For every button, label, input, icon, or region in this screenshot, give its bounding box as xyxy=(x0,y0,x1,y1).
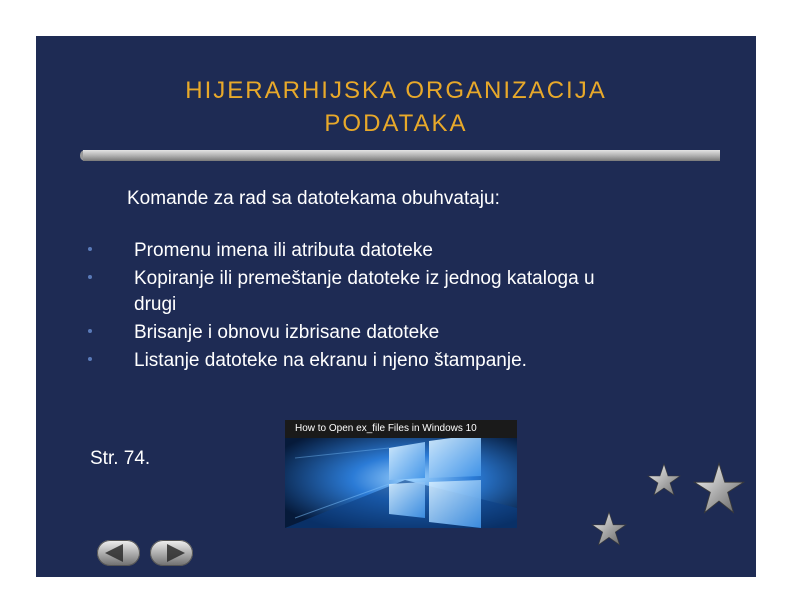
bullet-list xyxy=(88,238,708,376)
slide xyxy=(36,36,756,577)
star-icon xyxy=(590,510,628,548)
list-item-text: Brisanje i obnovu izbrisane datoteke xyxy=(134,322,440,343)
list-item xyxy=(88,348,708,374)
list-item-text: Promenu imena ili atributa datoteke xyxy=(134,240,433,261)
forward-arrow-icon xyxy=(150,540,193,566)
thumbnail-caption: How to Open ex_file Files in Windows 10 xyxy=(285,420,517,438)
intro-text: Komande za rad sa datotekama obuhvataju: xyxy=(127,188,500,209)
title-divider xyxy=(83,150,720,161)
title-line-2: PODATAKA xyxy=(324,110,468,137)
page-reference: Str. 74. xyxy=(90,448,151,469)
star-icon xyxy=(693,462,745,514)
bullet-icon xyxy=(88,247,92,251)
bullet-icon xyxy=(88,329,92,333)
list-item xyxy=(88,320,708,346)
list-item xyxy=(88,266,614,318)
title-line-1: HIJERARHIJSKA ORGANIZACIJA xyxy=(185,77,607,104)
windows-logo-icon xyxy=(285,438,517,528)
bullet-icon xyxy=(88,357,92,361)
slide-title xyxy=(96,74,696,140)
list-item-text: Listanje datoteke na ekranu i njeno štampanje. xyxy=(134,350,527,371)
back-arrow-icon xyxy=(97,540,140,566)
forward-button[interactable] xyxy=(150,540,193,566)
video-thumbnail[interactable] xyxy=(285,420,517,528)
list-item-text: Kopiranje ili premeštanje datoteke iz jednog kataloga u drugi xyxy=(134,268,595,315)
star-icon xyxy=(646,462,682,498)
back-button[interactable] xyxy=(97,540,140,566)
bullet-icon xyxy=(88,275,92,279)
list-item xyxy=(88,238,708,264)
